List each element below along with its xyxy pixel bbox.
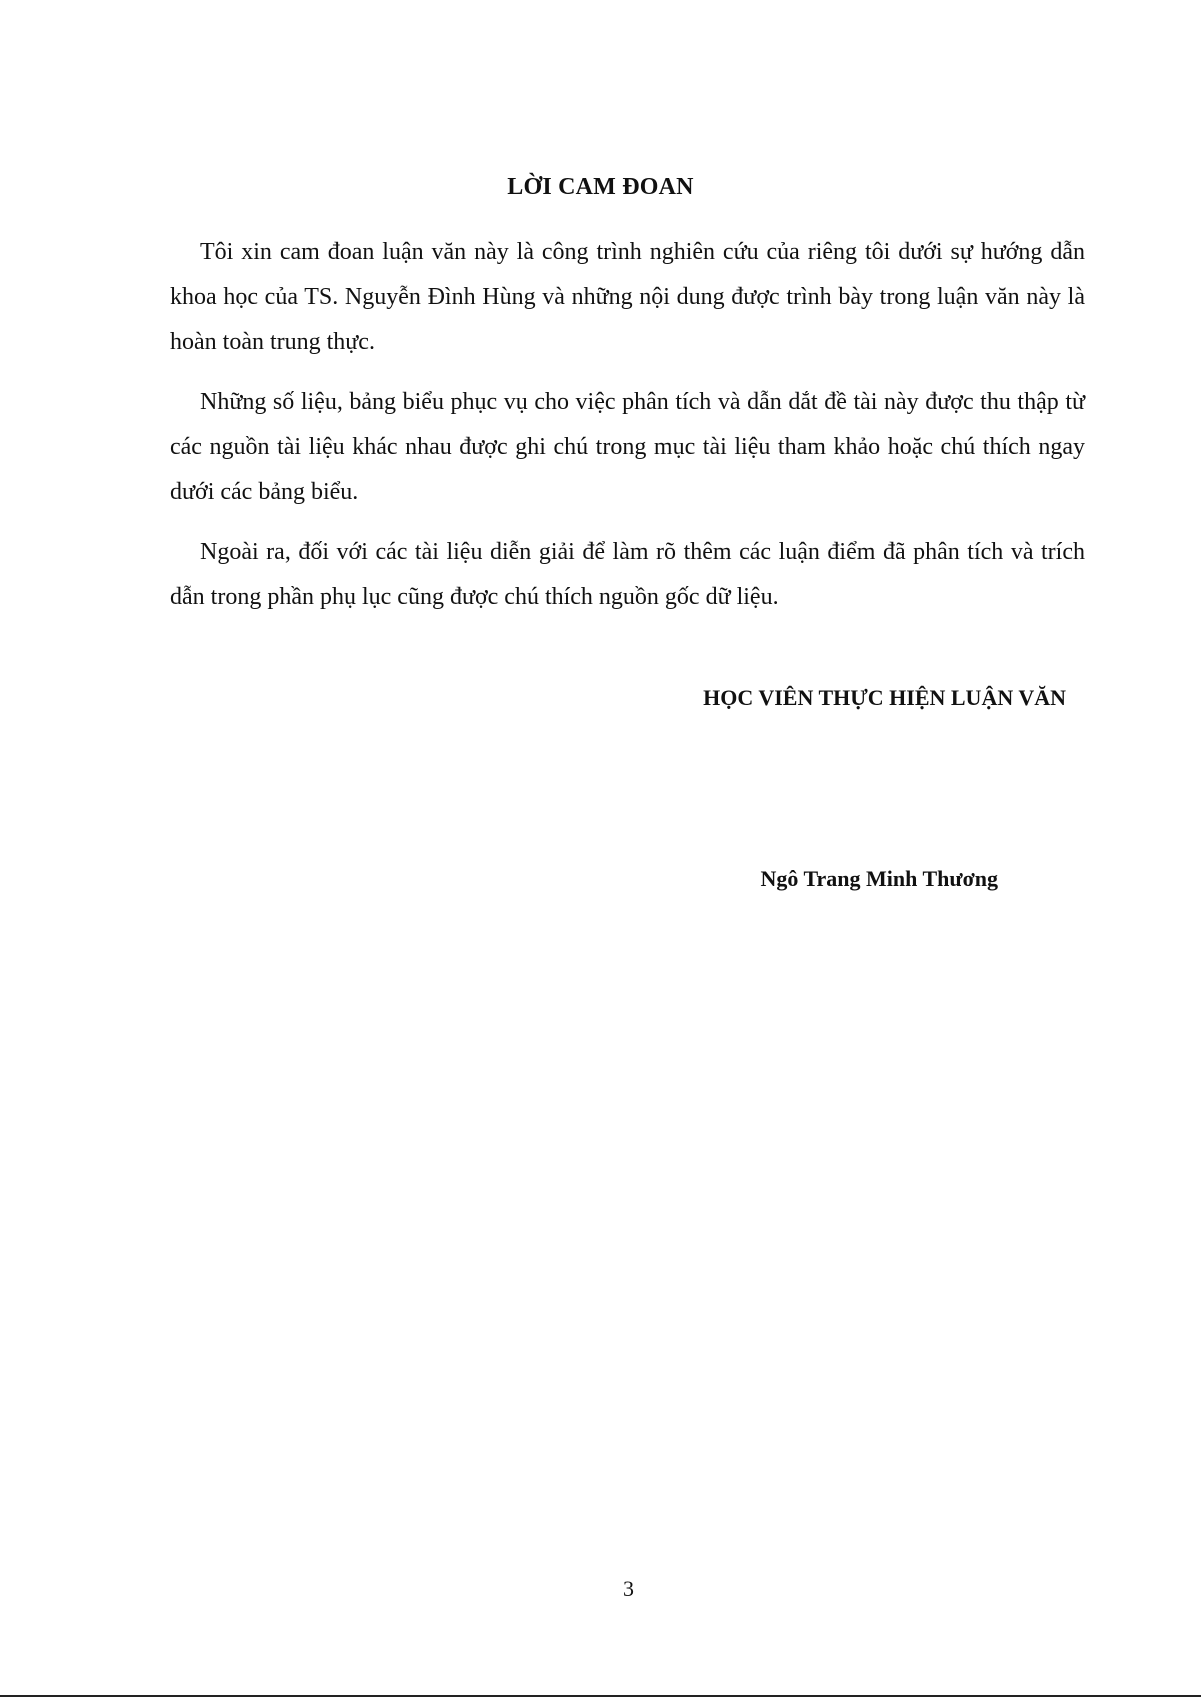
page-bottom-divider xyxy=(0,1695,1201,1697)
paragraph-3: Ngoài ra, đối với các tài liệu diễn giải để làm rõ thêm các luận điểm đã phân tích và trích dẫn trong phần phụ lục cũng được chú thích nguồn gốc dữ liệu. xyxy=(170,539,1085,610)
paragraph-1: Tôi xin cam đoan luận văn này là công trình nghiên cứu của riêng tôi dưới sự hướng dẫn khoa học của TS. Nguyễn Đình Hùng và những nội dung được trình bày trong luận văn này là hoàn toàn trung thực. xyxy=(170,239,1085,355)
page-number: 3 xyxy=(623,1576,634,1601)
signer-name: Ngô Trang Minh Thương xyxy=(760,866,998,891)
signer-title: HỌC VIÊN THỰC HIỆN LUẬN VĂN xyxy=(703,685,1066,710)
declaration-body xyxy=(170,230,1085,635)
paragraph-2: Những số liệu, bảng biểu phục vụ cho việc phân tích và dẫn dắt đề tài này được thu thập từ các nguồn tài liệu khác nhau được ghi chú trong mục tài liệu tham khảo hoặc chú thích ngay dưới các bảng biểu. xyxy=(170,389,1085,505)
page-title: LỜI CAM ĐOAN xyxy=(507,174,694,200)
